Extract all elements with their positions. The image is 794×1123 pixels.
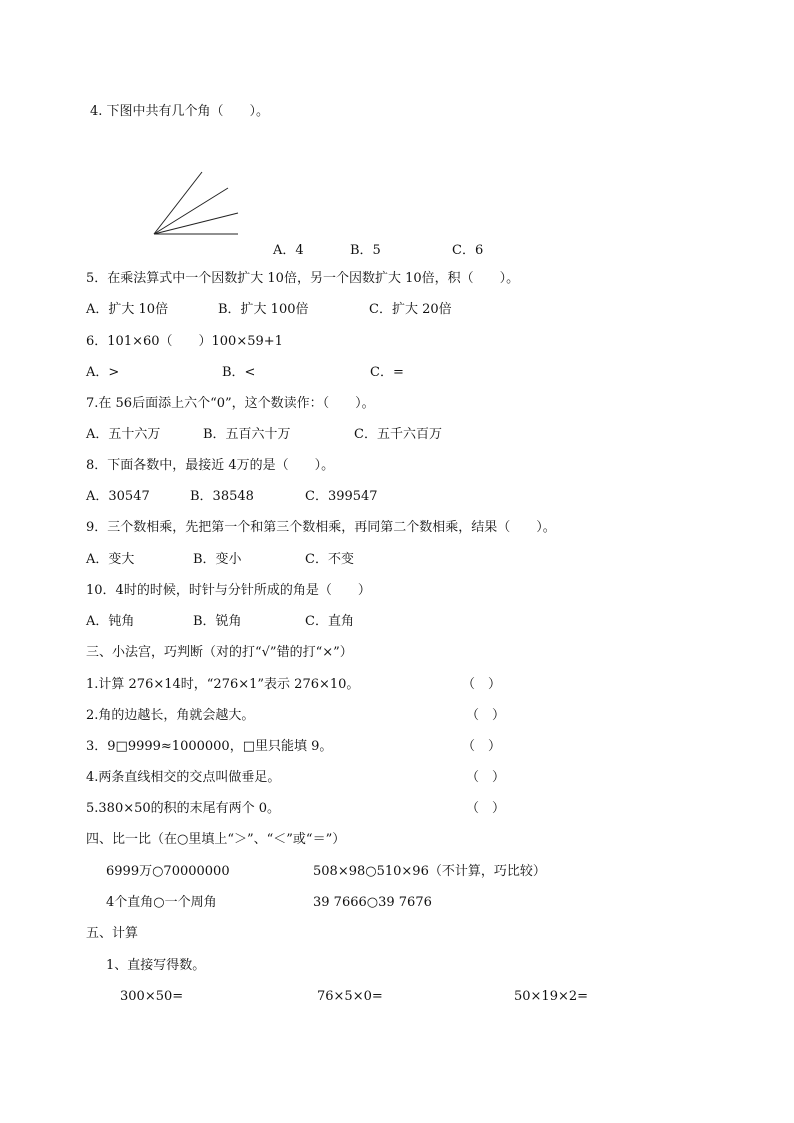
judge-answer-3[interactable]: （ ） (462, 739, 502, 754)
judge-item-5: 5.380×50的积的末尾有两个 0。 (86, 801, 281, 816)
compare-item-1: 6999万○70000000 (106, 864, 230, 879)
q7-option-a: A．五十六万 (86, 427, 161, 442)
judge-answer-2[interactable]: （ ） (466, 708, 506, 723)
q4-option-b: B．5 (350, 243, 381, 258)
calc-expr-2: 76×5×0= (317, 989, 383, 1004)
q5-option-c: C．扩大 20倍 (369, 302, 452, 317)
q8-option-c: C．399547 (305, 489, 378, 504)
calc-expr-3: 50×19×2= (514, 989, 589, 1004)
judge-answer-1[interactable]: （ ） (462, 677, 502, 692)
q10-option-a: A．钝角 (86, 614, 135, 629)
q5-option-a: A．扩大 10倍 (86, 302, 169, 317)
q5-option-b: B．扩大 100倍 (218, 302, 309, 317)
q9-option-b: B．变小 (193, 552, 242, 567)
q6-stem: 6．101×60（ ）100×59+1 (86, 334, 283, 349)
section5-title: 五、计算 (86, 926, 139, 941)
q10-option-c: C．直角 (305, 614, 354, 629)
compare-item-3: 4个直角○一个周角 (106, 895, 217, 910)
q6-option-b: B．< (222, 365, 256, 380)
q8-stem: 8．下面各数中，最接近 4万的是（ ）。 (86, 458, 335, 473)
judge-item-4: 4.两条直线相交的交点叫做垂足。 (86, 770, 281, 785)
q4-stem: 4. 下图中共有几个角（ ）。 (90, 104, 270, 119)
calc-expr-1: 300×50= (120, 989, 184, 1004)
judge-item-2: 2.角的边越长，角就会越大。 (86, 708, 255, 723)
compare-item-4: 39 7666○39 7676 (313, 895, 432, 910)
q9-option-c: C．不变 (305, 552, 354, 567)
q5-stem: 5．在乘法算式中一个因数扩大 10倍，另一个因数扩大 10倍，积（ ）。 (86, 271, 520, 286)
q9-option-a: A．变大 (86, 552, 135, 567)
q6-option-c: C．= (370, 365, 404, 380)
section5-sub1: 1、直接写得数。 (106, 958, 206, 973)
judge-item-3: 3．9□9999≈1000000，□里只能填 9。 (86, 739, 333, 754)
q8-option-a: A．30547 (86, 489, 150, 504)
judge-item-1: 1.计算 276×14时，“276×1”表示 276×10。 (86, 677, 360, 692)
angle-figure (150, 168, 242, 240)
q4-option-c: C．6 (452, 243, 484, 258)
judge-answer-5[interactable]: （ ） (466, 801, 506, 816)
judge-answer-4[interactable]: （ ） (466, 770, 506, 785)
q8-option-b: B．38548 (190, 489, 254, 504)
q6-option-a: A．> (86, 365, 120, 380)
q7-stem: 7.在 56后面添上六个“0”，这个数读作：（ ）。 (86, 396, 375, 411)
q4-option-a: A．4 (273, 243, 304, 258)
q7-option-c: C．五千六百万 (354, 427, 442, 442)
q7-option-b: B．五百六十万 (203, 427, 291, 442)
q10-stem: 10．4时的时候，时针与分针所成的角是（ ） (86, 583, 371, 598)
q9-stem: 9．三个数相乘，先把第一个和第三个数相乘，再同第二个数相乘，结果（ ）。 (86, 520, 556, 535)
section4-title: 四、比一比（在○里填上“＞”、“＜”或“＝”） (86, 832, 346, 847)
q10-option-b: B．锐角 (193, 614, 242, 629)
compare-item-2: 508×98○510×96（不计算，巧比较） (313, 864, 546, 879)
section3-title: 三、小法宫，巧判断（对的打“√”错的打“×”） (86, 645, 353, 660)
